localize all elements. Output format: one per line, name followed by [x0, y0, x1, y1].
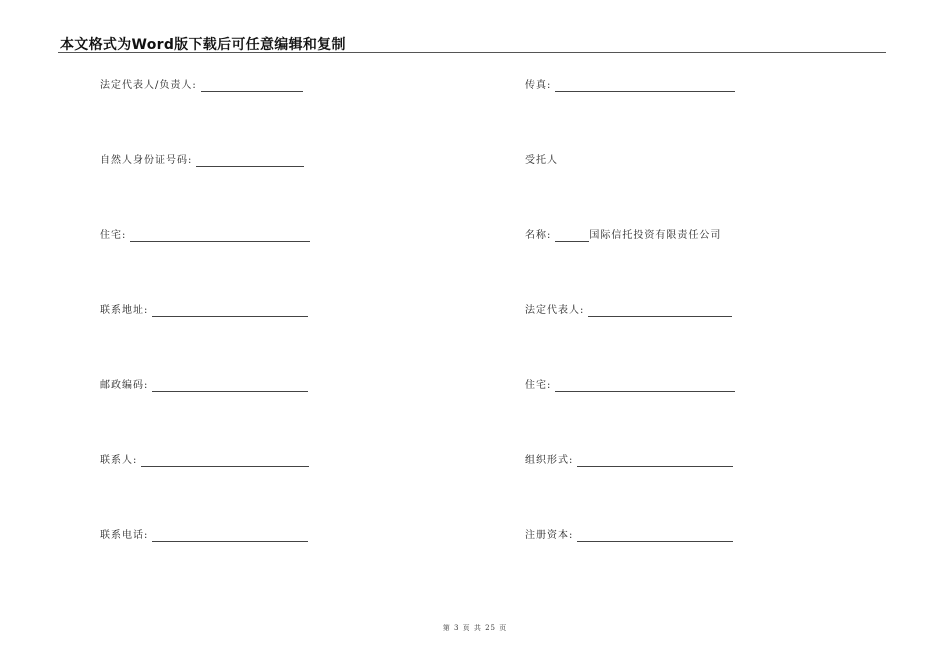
trustee-legal-rep-label: 法定代表人: [525, 305, 585, 316]
postcode-label: 邮政编码: [100, 380, 149, 391]
contact-address-blank[interactable] [152, 306, 308, 317]
field-registered-capital [525, 530, 733, 542]
field-trustee-legal-rep [525, 305, 732, 317]
trustee-legal-rep-blank[interactable] [588, 306, 732, 317]
field-postcode [100, 380, 308, 392]
residence-right-blank[interactable] [555, 381, 735, 392]
org-form-blank[interactable] [577, 456, 733, 467]
org-form-label: 组织形式: [525, 455, 574, 466]
contact-phone-blank[interactable] [152, 531, 308, 542]
id-number-blank[interactable] [196, 156, 304, 167]
field-trustee-name [525, 230, 721, 242]
contact-phone-label: 联系电话: [100, 530, 149, 541]
field-id-number [100, 155, 304, 167]
id-number-label: 自然人身份证号码: [100, 155, 193, 166]
legal-rep-blank[interactable] [201, 81, 303, 92]
fax-label: 传真: [525, 80, 552, 91]
field-contact-person [100, 455, 309, 467]
field-org-form [525, 455, 733, 467]
header-divider [58, 52, 886, 53]
contact-person-label: 联系人: [100, 455, 138, 466]
field-residence-left [100, 230, 310, 242]
document-header: 本文格式为Word版下载后可任意编辑和复制 [60, 37, 346, 53]
contact-address-label: 联系地址: [100, 305, 149, 316]
field-legal-representative [100, 80, 303, 92]
trustee-heading [525, 155, 558, 167]
trustee-label: 受托人 [525, 155, 558, 166]
registered-capital-label: 注册资本: [525, 530, 574, 541]
field-contact-phone [100, 530, 308, 542]
company-name-suffix: 国际信托投资有限责任公司 [589, 230, 722, 241]
page-number: 第 3 页 共 25 页 [442, 624, 508, 632]
postcode-blank[interactable] [152, 381, 308, 392]
registered-capital-blank[interactable] [577, 531, 733, 542]
fax-blank[interactable] [555, 81, 735, 92]
field-residence-right [525, 380, 735, 392]
residence-right-label: 住宅: [525, 380, 552, 391]
field-contact-address [100, 305, 308, 317]
residence-left-label: 住宅: [100, 230, 127, 241]
residence-left-blank[interactable] [130, 231, 310, 242]
field-fax [525, 80, 735, 92]
legal-rep-label: 法定代表人/负责人: [100, 80, 197, 91]
name-label: 名称: [525, 230, 552, 241]
name-blank[interactable] [555, 231, 589, 242]
contact-person-blank[interactable] [141, 456, 309, 467]
